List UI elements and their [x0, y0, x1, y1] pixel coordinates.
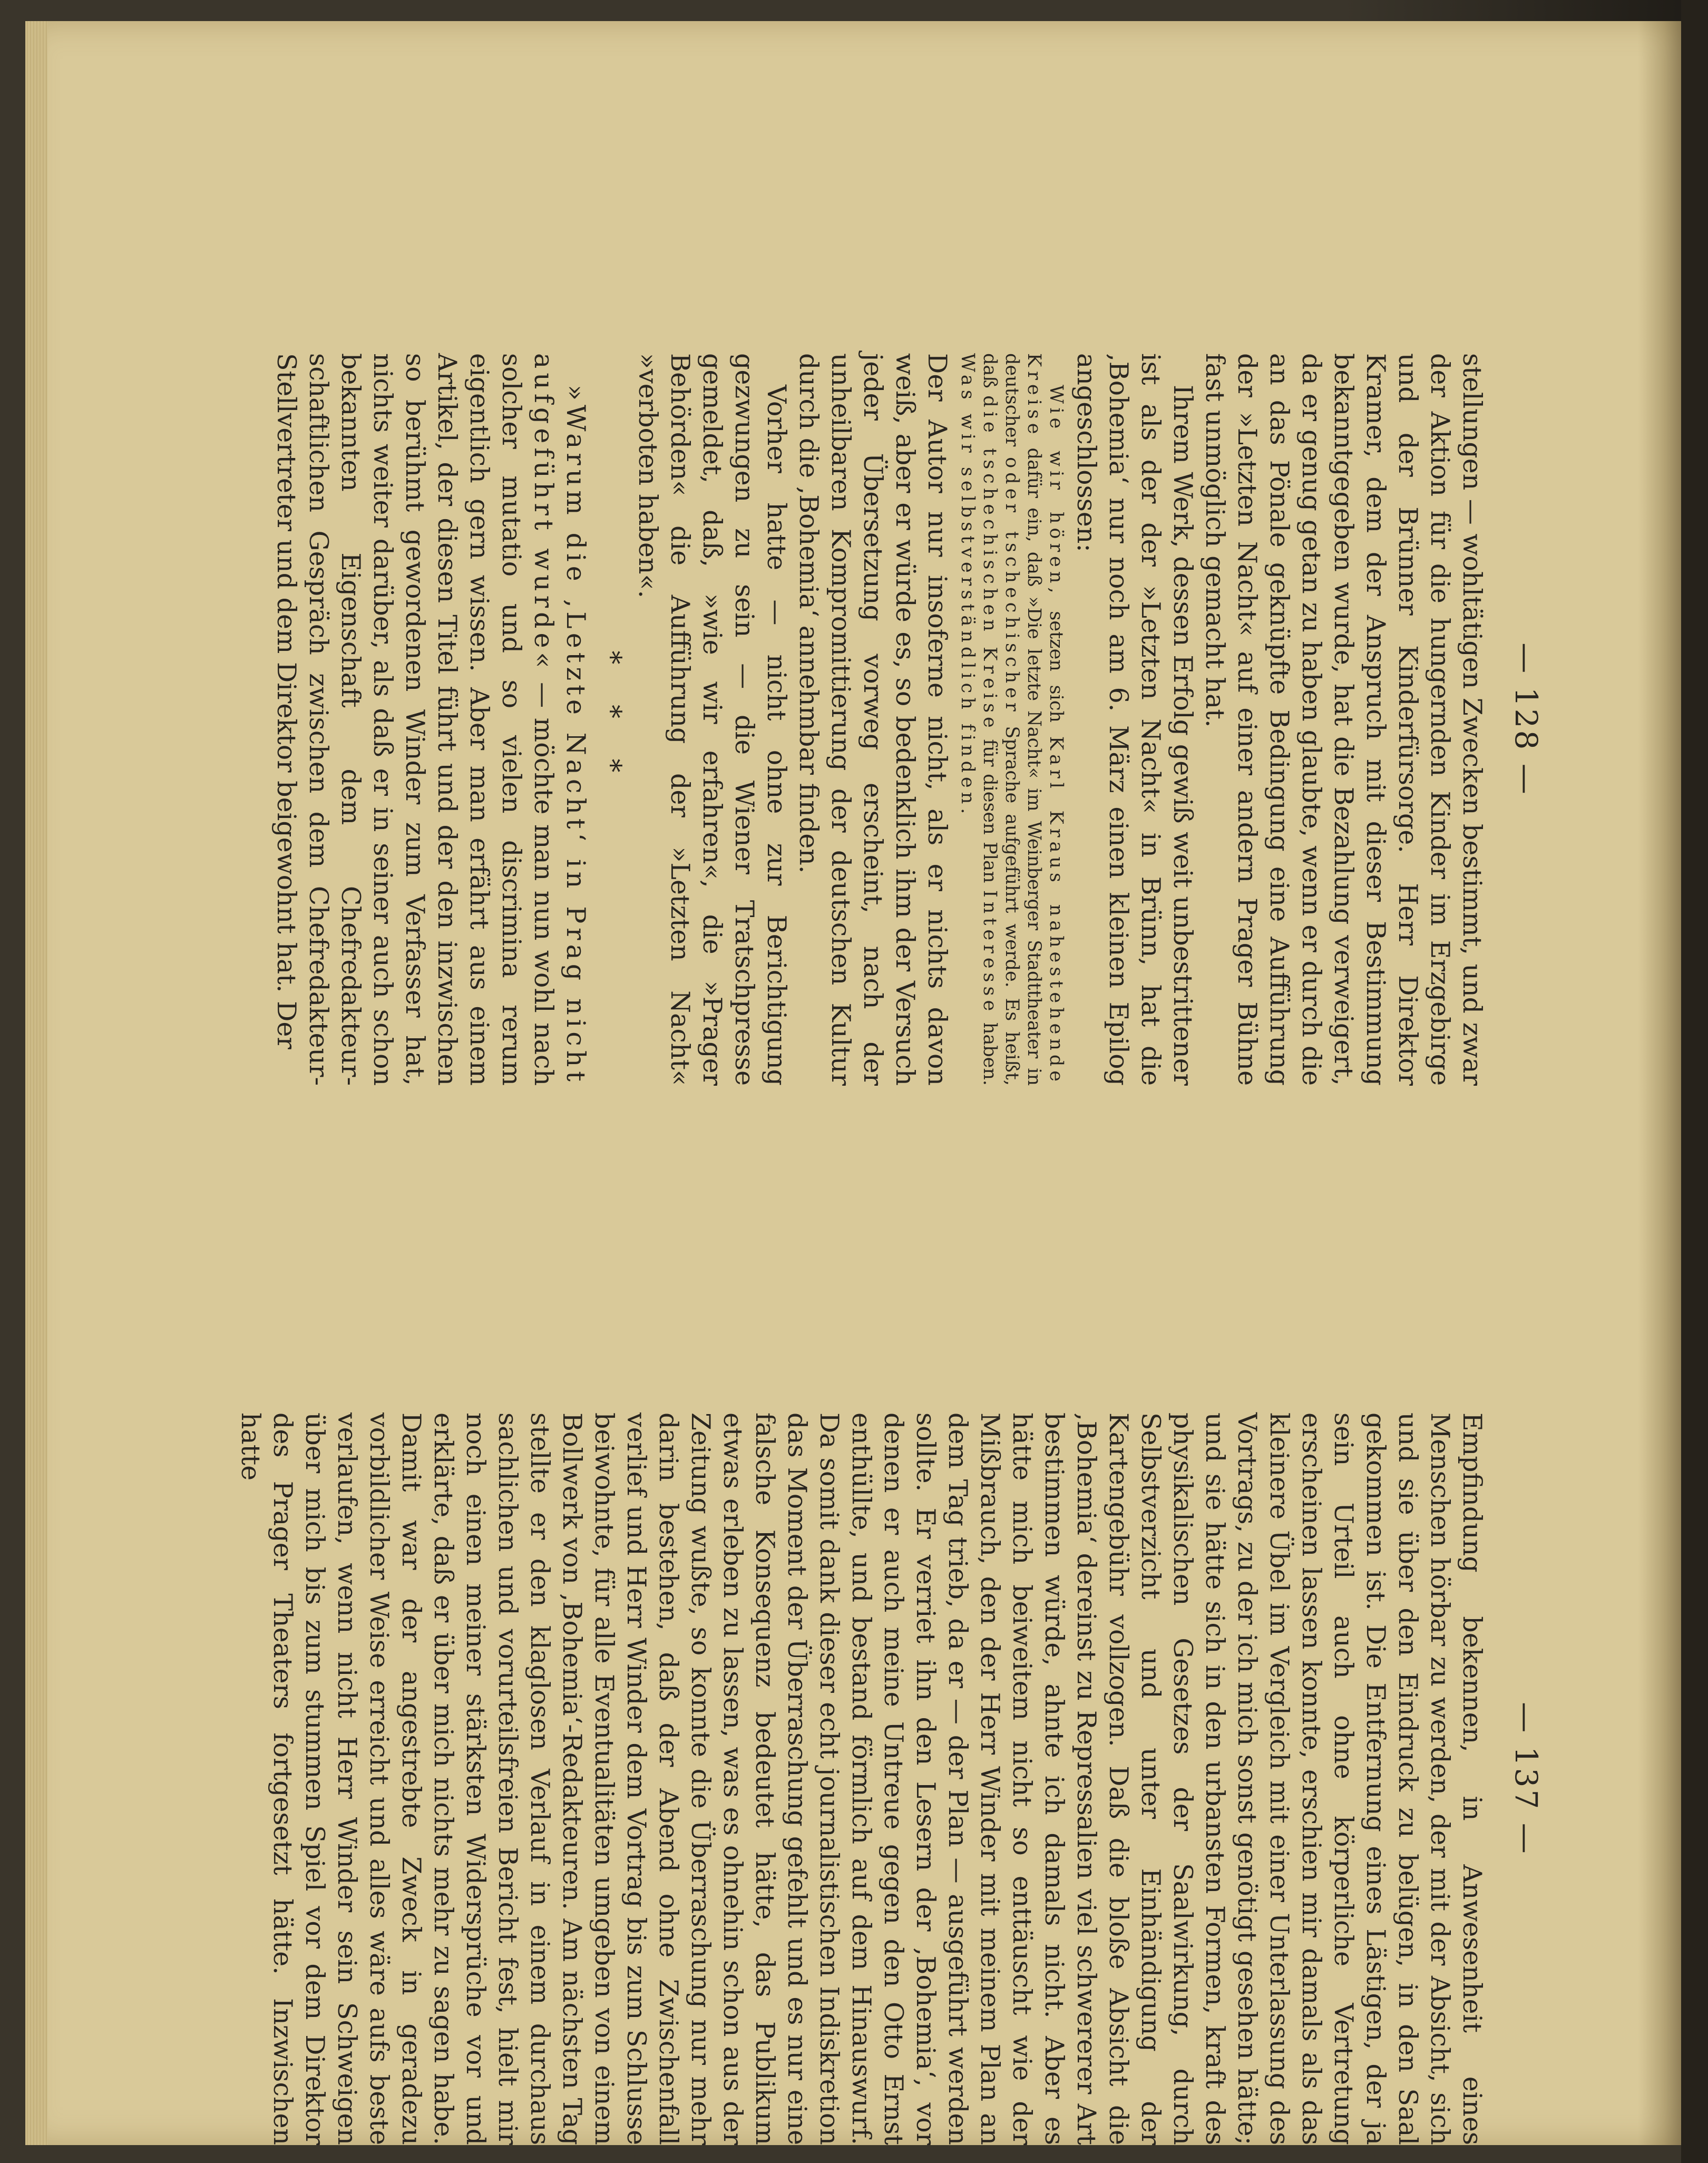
paragraph: Vorher hatte — nicht ohne zur Berichtigung gezwungen zu sein — die Wiener Tratschpresse gemeldet, daß, »wie wir erfahren«, die »Prager Behörden« die Aufführung der »Letzten Nacht« »verboten haben«.	[633, 353, 792, 1086]
quote-text: für diesen Plan	[979, 732, 1000, 890]
quote-text: Sprache aufgeführt werde. Es heißt, daß	[979, 353, 1022, 1086]
quote-spaced-text: oder tschechischer	[1001, 457, 1022, 716]
page-number: — 128 —	[1508, 642, 1544, 796]
quote-spaced-text: die tschechischen Kreise	[979, 395, 1000, 732]
paragraph: Ihrem Werk, dessen Erfolg gewiß weit unbestrittener ist als der der »Letzten Nacht« in Brünn, hat die ‚Bohemia‘ nur noch am 6. März einen kleinen Epilog angeschlossen:	[1071, 353, 1198, 1086]
quote-spaced-text: Karl Kraus nahestehende Kreise	[1023, 353, 1067, 1086]
paragraph-text: — möchte man nun wohl nach solcher mutatio und so vielen discrimina rerum eigentlich gern wissen. Aber man erfährt aus einem Artikel, der diesen Titel führt und der den inzwischen so berühmt gewordenen Winder zum Verfasser hat, nichts weiter darüber, als daß er in seiner auch schon bekannten Eigenschaft dem Chefredakteur-schaftlichen Gespräch zwischen dem Chefredakteur-Stellvertreter und dem Direktor beigewohnt hat. Der	[271, 353, 559, 1086]
right-page-137	[236, 1412, 1544, 2145]
quote-spaced-text: Wie wir hören,	[1046, 385, 1067, 598]
quote-text: haben.	[979, 1015, 1000, 1086]
scan-border	[1344, 0, 1708, 21]
block-quote	[957, 353, 1067, 1086]
paragraph: Der Autor nur insoferne nicht, als er nichts davon weiß, aber er würde es, so bedenklich ihm der Versuch jeder Übersetzung vorweg erscheint, nach der unheilbaren Kompromittierung der deutschen Kultur durch die ‚Bohemia‘ annehmbar finden.	[794, 353, 952, 1086]
quote-spaced-text: Was wir selbstverständlich finden.	[957, 353, 978, 819]
quote-text: setzen sich	[1046, 597, 1067, 736]
page-edges	[25, 21, 47, 2145]
scanned-page-spread	[25, 21, 1681, 2145]
book-binding-edge	[1681, 0, 1708, 2163]
quote-spaced-text: Interesse	[979, 890, 1000, 1016]
quote-text: dafür ein, daß »Die letzte Nacht« im Weinberger Stadttheater in deutscher	[1001, 353, 1045, 1086]
gutter-shadow	[1638, 21, 1681, 2145]
left-page-128	[271, 353, 1544, 1086]
page-number: — 137 —	[1508, 1702, 1544, 1856]
spaced-title: »Warum die ‚Letzte Nacht‘ in Prag nicht aufgeführt wurde«	[529, 353, 591, 1086]
paragraph: Empfindung bekennen, in Anwesenheit eines Menschen hörbar zu werden, der mit der Absicht, sich und sie über den Eindruck zu belügen, in den Saal gekommen ist. Die Entfernung eines Lästigen, der ja sein Urteil auch ohne körperliche Vertretung erscheinen lassen konnte, erschien mir damals als das kleinere Übel im Vergleich mit einer Unterlassung des Vortrags, zu der ich mich sonst genötigt gesehen hätte; und sie hätte sich in den urbansten Formen, kraft des physikalischen Gesetzes der Saalwirkung, durch Selbstverzicht und unter Einhändigung der Kartengebühr vollzogen. Daß die bloße Absicht die ‚Bohemia‘ dereinst zu Repressalien viel schwererer Art bestimmen würde, ahnte ich damals nicht. Aber es hätte mich beiweitem nicht so enttäuscht wie der Mißbrauch, den der Herr Winder mit meinem Plan an dem Tag trieb, da er — der Plan — ausgeführt werden sollte. Er verriet ihn den Lesern der ‚Bohemia‘, vor denen er auch meine Untreue gegen den Otto Ernst enthüllte, und bestand förmlich auf dem Hinauswurf. Da somit dank dieser echt journalistischen Indiskretion das Moment der Überraschung gefehlt und es nur eine falsche Konsequenz bedeutet hätte, das Publikum etwas erleben zu lassen, was es ohnehin schon aus der Zeitung wußte, so konnte die Überraschung nur mehr darin bestehen, daß der Abend ohne Zwischenfall verlief und Herr Winder dem Vortrag bis zum Schlusse beiwohnte, für alle Eventualitäten umgeben von einem Bollwerk von ‚Bohemia‘-Redakteuren. Am nächsten Tag stellte er den klaglosen Verlauf in einem durchaus sachlichen und vorurteilsfreien Bericht fest, hielt mir noch einen meiner stärksten Widersprüche vor und erklärte, daß er über mich nichts mehr zu sagen habe. Damit war der angestrebte Zweck in geradezu vorbildlicher Weise erreicht und alles wäre aufs beste verlaufen, wenn nicht Herr Winder sein Schweigen über mich bis zum stummen Spiel vor dem Direktor des Prager Theaters fortgesetzt hätte. Inzwischen hatte	[236, 1412, 1487, 2145]
paragraph: stellungen — wohltätigen Zwecken bestimmt, und zwar der Aktion für die hungernden Kinder im Erzgebirge und der Brünner Kinderfürsorge. Herr Direktor Kramer, dem der Anspruch mit dieser Bestimmung bekanntgegeben wurde, hat die Bezahlung verweigert, da er genug getan zu haben glaubte, wenn er durch die an das Pönale geknüpfte Bedingung eine Aufführung der »Letzten Nacht« auf einer andern Prager Bühne fast unmöglich gemacht hat.	[1200, 353, 1487, 1086]
paragraph	[270, 353, 592, 1086]
section-separator: * * *	[595, 650, 627, 788]
